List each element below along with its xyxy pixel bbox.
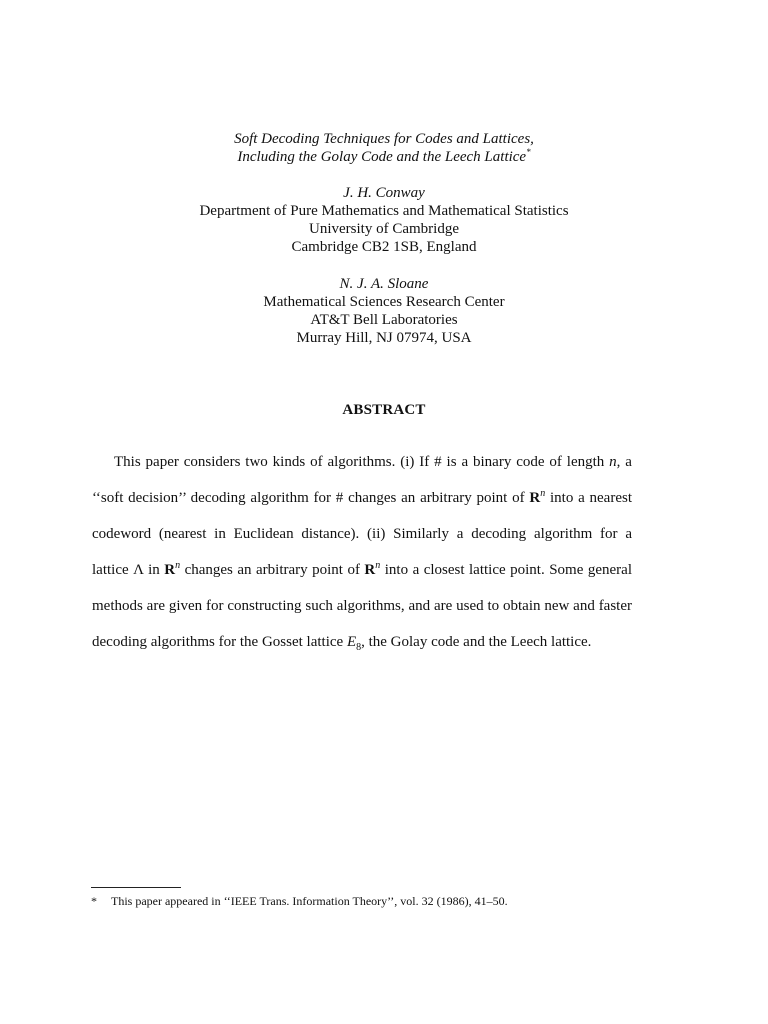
abstract-line	[92, 480, 632, 516]
author-name: J. H. Conway	[343, 185, 425, 201]
abstract-line: methods are given for constructing such algorithms, and are used to obtain new and faster	[92, 598, 632, 614]
abstract-text: changes an arbitrary point of	[180, 562, 365, 578]
abstract-text: into a closest lattice point. Some general	[380, 562, 632, 578]
real-space-symbol: R	[529, 490, 541, 506]
abstract-text: is a binary code of length	[441, 454, 610, 470]
abstract-text: , a	[616, 454, 632, 470]
length-variable: n	[609, 454, 617, 470]
title-footnote-mark: *	[526, 147, 531, 157]
code-symbol: #	[335, 490, 344, 506]
title-line-1: Soft Decoding Techniques for Codes and Lattices,	[234, 131, 534, 147]
abstract-text: , the Golay code and the Leech lattice.	[361, 634, 592, 650]
abstract-heading: ABSTRACT	[342, 402, 426, 418]
author-affiliation-line: Murray Hill, NJ 07974, USA	[296, 330, 472, 346]
title-line-2	[0, 148, 768, 166]
dimension-superscript: n	[375, 560, 381, 571]
abstract-text: into a nearest	[545, 490, 633, 506]
abstract-text: lattice Λ in	[92, 562, 165, 578]
author-affiliation-line: University of Cambridge	[309, 221, 459, 237]
dimension-superscript: n	[175, 560, 181, 571]
author-affiliation-line: Department of Pure Mathematics and Mathematical Statistics	[199, 203, 569, 219]
real-space-symbol: R	[364, 562, 376, 578]
footnote-mark: *	[91, 894, 97, 908]
paper-title	[0, 130, 768, 166]
abstract-line: codeword (nearest in Euclidean distance). (ii) Similarly a decoding algorithm for a	[92, 526, 632, 542]
abstract-line	[92, 552, 632, 588]
code-symbol: #	[434, 454, 442, 470]
abstract-text: changes an arbitrary point of	[343, 490, 530, 506]
author-affiliation-line: AT&T Bell Laboratories	[310, 312, 458, 328]
abstract-text: decoding algorithms for the Gosset lattice	[92, 634, 347, 650]
abstract-line	[92, 624, 632, 660]
author-block-2	[0, 275, 768, 347]
footnote-text: This paper appeared in ‘‘IEEE Trans. Information Theory’’, vol. 32 (1986), 41–50.	[111, 894, 508, 908]
footnote-rule	[91, 887, 181, 888]
abstract-body	[92, 444, 632, 660]
abstract-text: This paper considers two kinds of algorithms. (i) If	[114, 454, 435, 470]
author-name: N. J. A. Sloane	[339, 276, 429, 292]
author-affiliation-line: Mathematical Sciences Research Center	[263, 294, 505, 310]
author-affiliation-line: Cambridge CB2 1SB, England	[291, 239, 477, 255]
title-line-2-text: Including the Golay Code and the Leech Lattice	[237, 149, 527, 165]
dimension-superscript: n	[540, 488, 546, 499]
real-space-symbol: R	[164, 562, 176, 578]
abstract-line	[92, 444, 632, 480]
abstract-text: ‘‘soft decision’’ decoding algorithm for	[92, 490, 336, 506]
author-block-1	[0, 184, 768, 256]
gosset-lattice-subscript: 8	[356, 642, 362, 653]
footnote	[91, 894, 508, 909]
gosset-lattice-symbol: E	[346, 634, 357, 650]
